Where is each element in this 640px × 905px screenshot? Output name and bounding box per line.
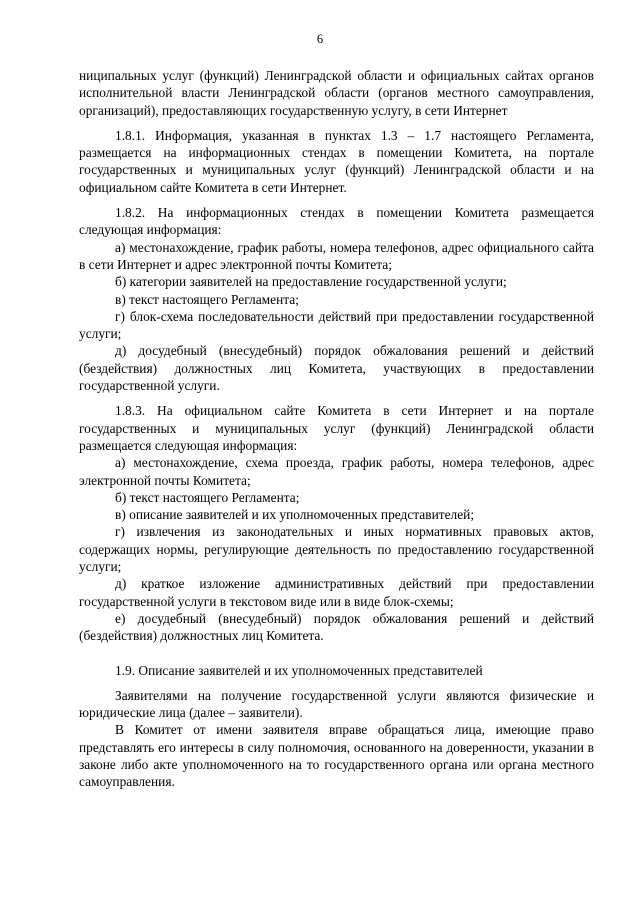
list-item-1-8-3-v: в) описание заявителей и их уполномоченных представителей; bbox=[115, 507, 475, 523]
list-item-1-8-2-a: а) местонахождение, график работы, номера телефонов, адрес официального сайта в сети Интернет и адрес электронной почты Комитета; bbox=[79, 239, 594, 272]
page-number: 6 bbox=[316, 32, 324, 46]
section-heading-1-9: 1.9. Описание заявителей и их уполномоченных представителей bbox=[115, 662, 483, 678]
document-body bbox=[79, 67, 594, 791]
list-item-1-8-2-d: д) досудебный (внесудебный) порядок обжалования решений и действий (бездействия) должностных лиц Комитета, участвующих в предоставлении государственной услуги. bbox=[79, 343, 594, 394]
paragraph-intro-continuation: ниципальных услуг (функций) Ленинградской области и официальных сайтах органов исполнительной власти Ленинградской области (органов местного самоуправления, организаций), предоставляющих государственную услугу, в сети Интернет bbox=[79, 68, 594, 118]
list-item-1-8-3-d: д) краткое изложение административных действий при предоставлении государственной услуги в текстовом виде или в виде блок-схемы; bbox=[79, 576, 594, 609]
list-item-1-8-3-b: б) текст настоящего Регламента; bbox=[115, 489, 300, 505]
list-item-1-8-2-g: г) блок-схема последовательности действий при предоставлении государственной услуги; bbox=[79, 308, 594, 342]
paragraph-applicants: Заявителями на получение государственной услуги являются физические и юридические лица (далее – заявители). bbox=[79, 687, 594, 721]
list-item-1-8-3-a: а) местонахождение, схема проезда, график работы, номера телефонов, адрес электронной почты Комитета; bbox=[79, 455, 594, 488]
paragraph-representatives: В Комитет от имени заявителя вправе обращаться лица, имеющие право представлять его интересы в силу полномочия, основанного на доверенности, указании в законе либо акте уполномоченного на то государственного органа или органа местного самоуправления. bbox=[79, 722, 594, 790]
list-item-1-8-2-b: б) категории заявителей на предоставление государственной услуги; bbox=[115, 274, 507, 290]
paragraph-1-8-2: 1.8.2. На информационных стендах в помещении Комитета размещается следующая информация: bbox=[79, 205, 594, 238]
list-item-1-8-3-g: г) извлечения из законодательных и иных нормативных правовых актов, содержащих нормы, регулирующие деятельность по предоставлению государственной услуги; bbox=[79, 524, 594, 575]
paragraph-1-8-1: 1.8.1. Информация, указанная в пунктах 1.3 – 1.7 настоящего Регламента, размещается на информационных стендах в помещении Комитета, на портале государственных и муниципальных услуг (функций) Ленинградской области и на официальном сайте Комитета в сети Интернет. bbox=[79, 127, 594, 195]
list-item-1-8-3-e: е) досудебный (внесудебный) порядок обжалования решений и действий (бездействия) должностных лиц Комитета. bbox=[79, 610, 594, 644]
paragraph-1-8-3: 1.8.3. На официальном сайте Комитета в сети Интернет и на портале государственных и муниципальных услуг (функций) Ленинградской области размещается следующая информация: bbox=[79, 403, 594, 453]
list-item-1-8-2-v: в) текст настоящего Регламента; bbox=[115, 291, 299, 307]
